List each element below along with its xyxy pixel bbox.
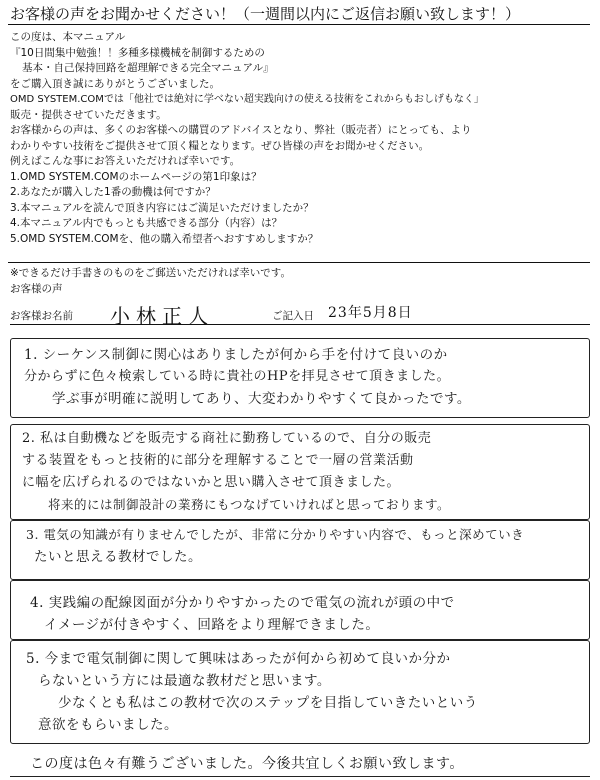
answer-line: 2. 私は自動機などを販売する商社に勤務しているので、自分の販売 bbox=[22, 431, 432, 446]
answer-line: 将来的には制御設計の業務にもつなげていければと思っております。 bbox=[48, 497, 451, 512]
handwriting-note: ※できるだけ手書きのものをご郵送いただければ幸いです。 bbox=[10, 267, 291, 279]
name-underline bbox=[10, 324, 590, 325]
customer-name: 小林正人 bbox=[110, 304, 214, 328]
answer-line: たいと思える教材でした。 bbox=[34, 549, 202, 565]
answer-line: 1. シーケンス制御に関心はありましたが何から手を付けて良いのか bbox=[24, 347, 448, 363]
section-divider bbox=[8, 262, 590, 263]
answer-line: に幅を広げられるのではないかと思い購入させて頂きました。 bbox=[22, 475, 401, 490]
intro-line: わかりやすい技術をご提供させて頂く糧となります。ぜひ皆様の声をお聞かせください。 bbox=[10, 139, 430, 152]
answer-line: 5. 今まで電気制御に関して興味はあったが何から初めて良いか分か bbox=[26, 651, 451, 667]
question-item: 5.OMD SYSTEM.COMを、他の購入希望者へおすすめしますか？ bbox=[10, 232, 319, 245]
date-label: ご記入日 bbox=[272, 310, 314, 322]
bottom-rule bbox=[10, 776, 590, 777]
name-label: お客様お名前 bbox=[10, 310, 73, 322]
question-item: 1.OMD SYSTEM.COMのホームページの第1印象は？ bbox=[10, 170, 262, 183]
answer-line: する装置をもっと技術的に部分を理解することで一層の営業活動 bbox=[22, 453, 414, 468]
question-item: 4.本マニュアル内でもっとも共感できる部分（内容）は？ bbox=[10, 217, 283, 229]
customer-voice-label: お客様の声 bbox=[10, 283, 63, 295]
answer-line: 分からずに色々検索している時に貴社のHPを拝見させて頂きました。 bbox=[24, 369, 451, 384]
answer-line: 4. 実践編の配線図面が分かりやすかったので電気の流れが頭の中で bbox=[30, 595, 455, 611]
form-title: お客様の声をお聞かせください！（一週間以内にご返信お願い致します！） bbox=[10, 5, 521, 23]
answer-line: イメージが付きやすく、回路をより理解できました。 bbox=[44, 617, 380, 633]
question-item: 3.本マニュアルを読んで頂き内容にはご満足いただけましたか？ bbox=[10, 201, 314, 214]
answer-line: らないという方には最適な教材だと思います。 bbox=[38, 673, 331, 689]
intro-line: OMD SYSTEM.COMでは「他社では絶対に学べない超実践向けの使える技術をこれからもおしげもなく」 bbox=[10, 94, 484, 105]
answer-text-4 bbox=[30, 592, 455, 636]
customer-name-row bbox=[10, 302, 590, 328]
question-item: 2.あなたが購入した1番の動機は何ですか？ bbox=[10, 186, 216, 198]
intro-line: 『10日間集中勉強！！多種多様機械を制御するための bbox=[10, 46, 265, 59]
answer-line: 意欲をもらいました。 bbox=[38, 717, 178, 733]
intro-line: 基本・自己保持回路を超理解できる完全マニュアル』 bbox=[22, 62, 274, 74]
intro-line: お客様からの声は、多くのお客様への購買のアドバイスとなり、弊社（販売者）にとっても、より bbox=[10, 124, 472, 136]
intro-line: この度は、本マニュアル bbox=[10, 31, 126, 43]
answer-line: 少なくとも私はこの教材で次のステップを目指していきたいという bbox=[58, 695, 478, 711]
intro-line: 販売・提供させていただきます。 bbox=[10, 108, 167, 121]
entry-date: 23年5月8日 bbox=[328, 305, 413, 321]
answer-text-3 bbox=[26, 524, 524, 568]
answer-text-1 bbox=[24, 344, 471, 410]
intro-block bbox=[10, 30, 598, 247]
answer-line: 3. 電気の知識が有りませんでしたが、非常に分かりやすい内容で、もっと深めていき bbox=[26, 527, 525, 542]
closing-remark: この度は色々有難うございました。今後共宜しくお願い致します。 bbox=[30, 756, 464, 772]
answer-text-5 bbox=[26, 648, 478, 736]
intro-line: 例えばこんな事にお答えいただければ幸いです。 bbox=[10, 155, 241, 167]
answer-text-2 bbox=[22, 428, 450, 516]
title-divider bbox=[8, 24, 590, 25]
answer-line: 学ぶ事が明確に説明してあり、大変わかりやすくて良かったです。 bbox=[52, 391, 471, 407]
intro-line: をご購入頂き誠にありがとうございました。 bbox=[10, 77, 220, 90]
